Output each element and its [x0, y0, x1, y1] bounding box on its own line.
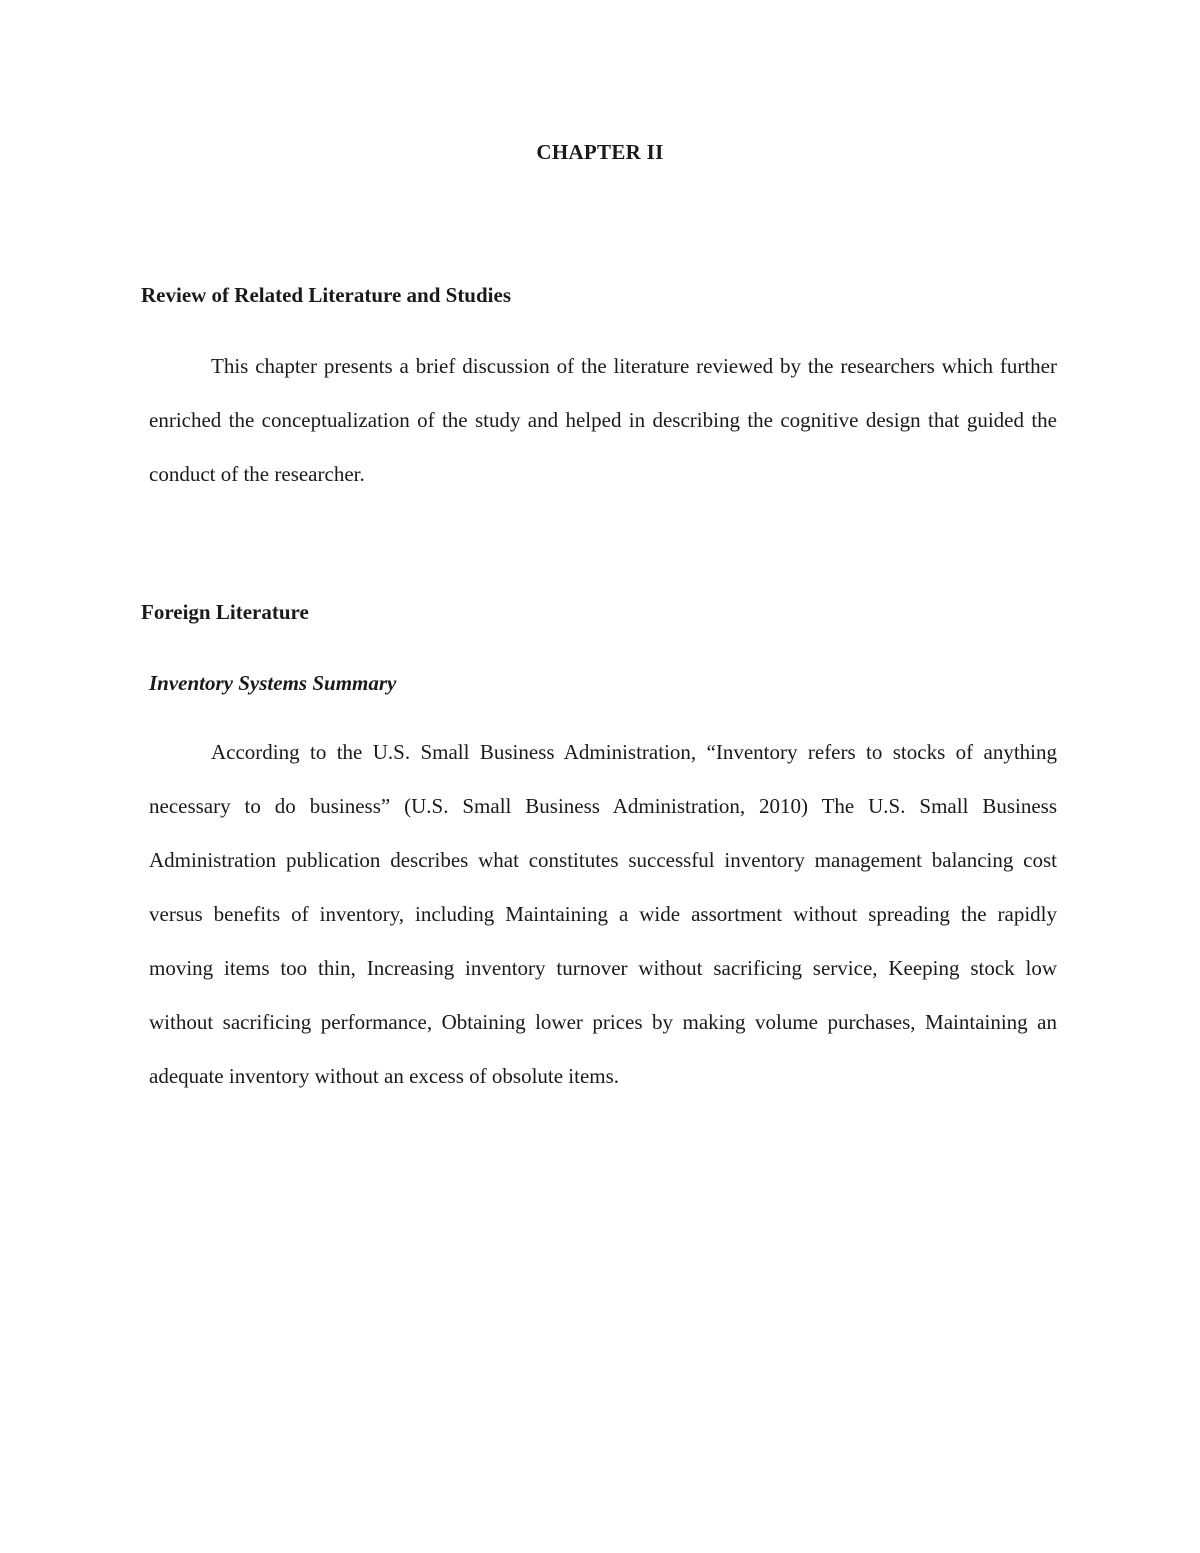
- review-heading: Review of Related Literature and Studies: [141, 283, 511, 307]
- intro-paragraph: This chapter presents a brief discussion of the literature reviewed by the researchers which further enriched the conceptualization of the study and helped in describing the cognitive design that guided the conduct of the researcher.: [149, 354, 1057, 486]
- chapter-title: CHAPTER II: [536, 140, 664, 164]
- inventory-paragraph: According to the U.S. Small Business Administration, “Inventory refers to stocks of anything necessary to do business” (U.S. Small Business Administration, 2010) The U.S. Small Business Administration publication describes what constitutes successful inventory management balancing cost versus benefits of inventory, including Maintaining a wide assortment without spreading the rapidly moving items too thin, Increasing inventory turnover without sacrificing service, Keeping stock low without sacrificing performance, Obtaining lower prices by making volume purchases, Maintaining an adequate inventory without an excess of obsolute items.: [149, 740, 1057, 1088]
- inventory-systems-subheading: Inventory Systems Summary: [149, 671, 397, 695]
- foreign-literature-heading: Foreign Literature: [141, 600, 309, 624]
